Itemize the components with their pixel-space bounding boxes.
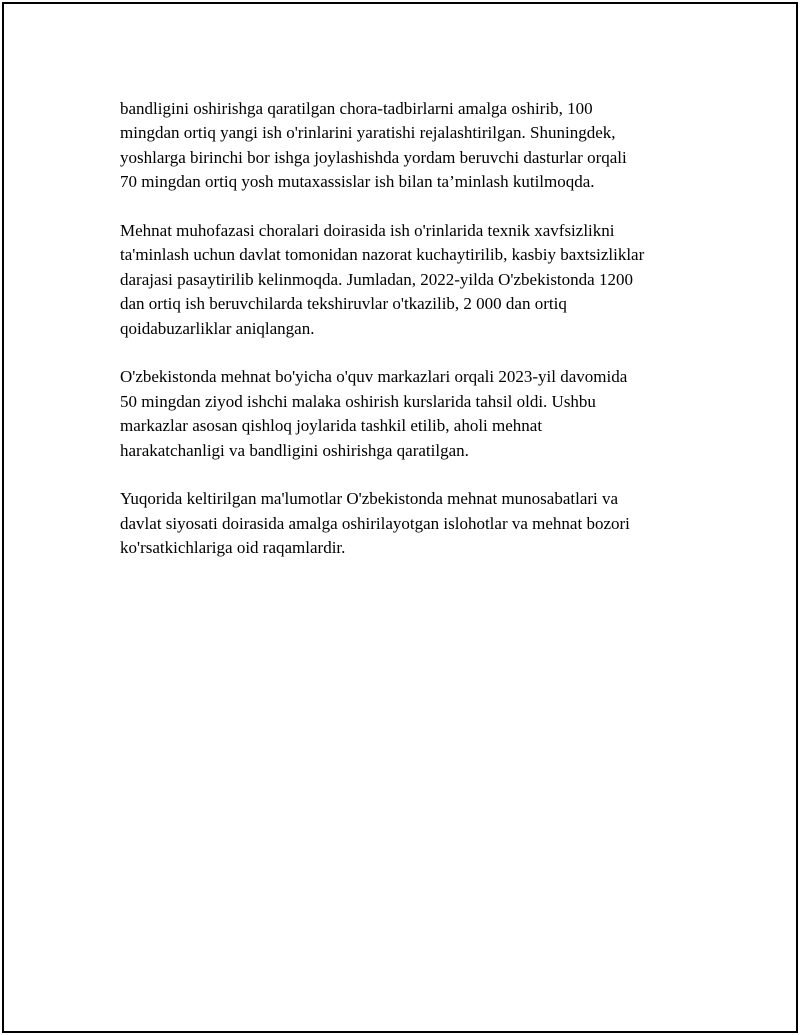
paragraph-2: Mehnat muhofazasi choralari doirasida ish o'rinlarida texnik xavfsizlikni ta'minlash uchun davlat tomonidan nazorat kuchaytirilib, kasbiy baxtsizliklar darajasi pasaytirilib kelinmoqda. Jumladan, 2022-yilda O'zbekistonda 1200 dan ortiq ish beruvchilarda tekshiruvlar o'tkazilib, 2 000 dan ortiq qoidabuzarliklar aniqlangan. [120, 221, 645, 338]
paragraph-1: bandligini oshirishga qaratilgan chora-tadbirlarni amalga oshirib, 100 mingdan ortiq yangi ish o'rinlarini yaratishi rejalashtirilgan. Shuningdek, yoshlarga birinchi bor ishga joylashishda yordam beruvchi dasturlar orqali 70 mingdan ortiq yosh mutaxassislar ish bilan ta’minlash kutilmoqda. [120, 99, 627, 192]
paragraph-4: Yuqorida keltirilgan ma'lumotlar O'zbekistonda mehnat munosabatlari va davlat siyosati doirasida amalga oshirilayotgan islohotlar va mehnat bozori ko'rsatkichlariga oid raqamlardir. [120, 489, 630, 558]
document-body [120, 97, 700, 585]
document-page [2, 2, 798, 1033]
paragraph-3: O'zbekistonda mehnat bo'yicha o'quv markazlari orqali 2023-yil davomida 50 mingdan ziyod ishchi malaka oshirish kurslarida tahsil oldi. Ushbu markazlar asosan qishloq joylarida tashkil etilib, aholi mehnat harakatchanligi va bandligini oshirishga qaratilgan. [120, 367, 628, 460]
